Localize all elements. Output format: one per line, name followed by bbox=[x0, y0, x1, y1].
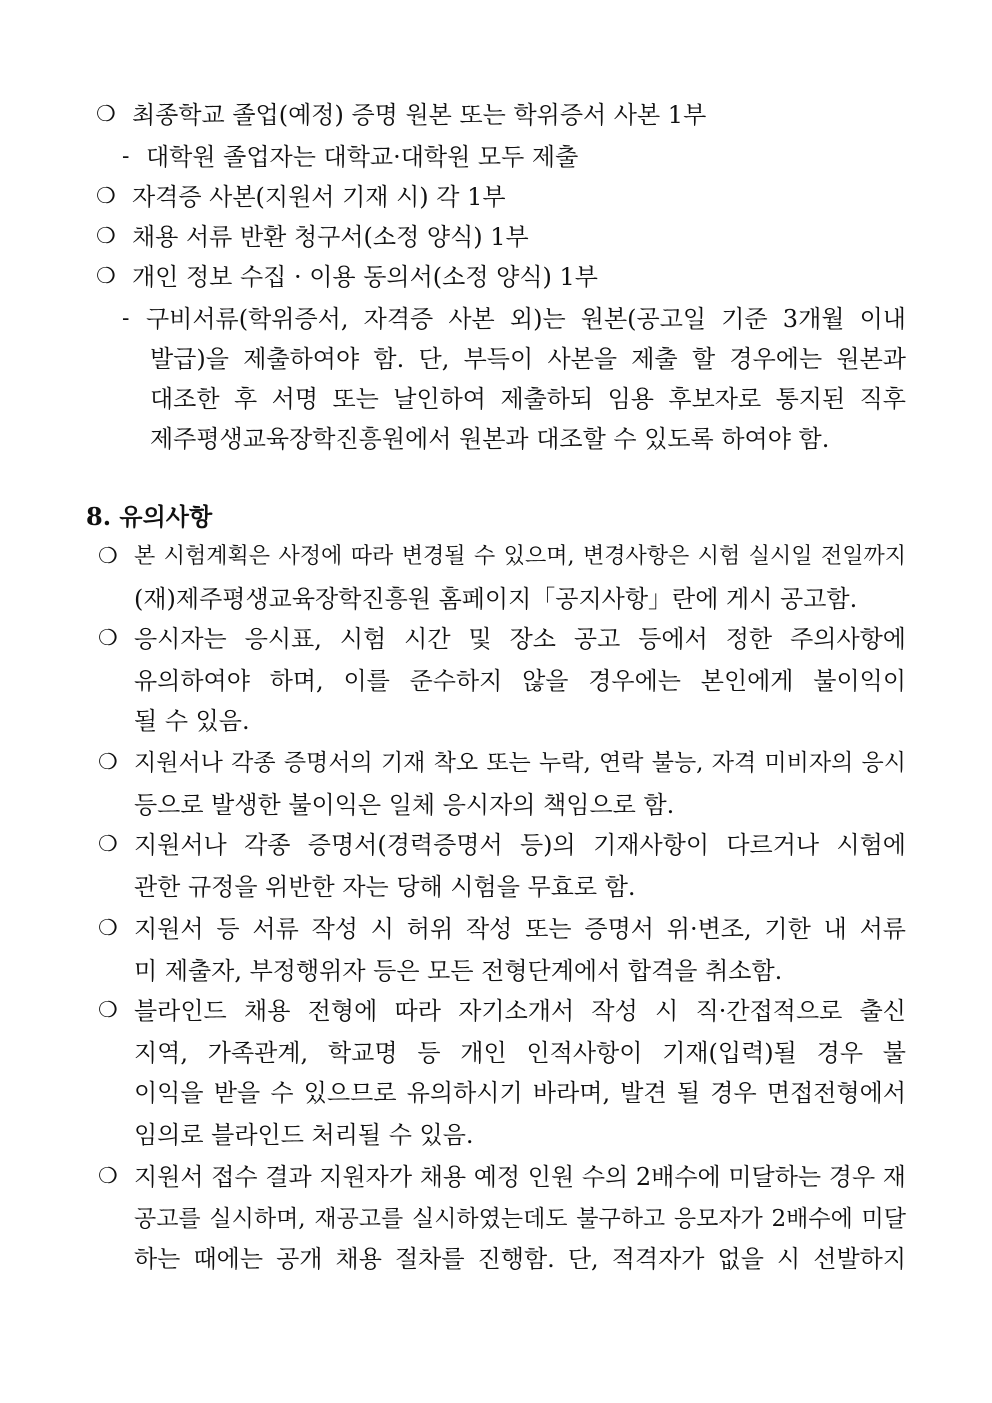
list-item: 개인 정보 수집 · 이용 동의서(소정 양식) 1부 bbox=[132, 263, 598, 291]
note-line: 발급)을 제출하여야 함. 단, 부득이 사본을 제출 할 경우에는 원본과 bbox=[150, 345, 906, 373]
note-line: 구비서류(학위증서, 자격증 사본 외)는 원본(공고일 기준 3개월 이내 bbox=[146, 305, 906, 333]
notice-item-line: 하는 때에는 공개 채용 절차를 진행함. 단, 적격자가 없을 시 선발하지 bbox=[134, 1245, 906, 1273]
note-line: 제주평생교육장학진흥원에서 원본과 대조할 수 있도록 하여야 함. bbox=[150, 425, 830, 453]
notice-item-line: 본 시험계획은 사정에 따라 변경될 수 있으며, 변경사항은 시험 실시일 전일까지 bbox=[134, 544, 906, 569]
hollow-circle-bullet-icon: ❍ bbox=[96, 184, 116, 209]
notice-item-line: 될 수 있음. bbox=[134, 707, 250, 735]
list-item: 채용 서류 반환 청구서(소정 양식) 1부 bbox=[132, 223, 529, 251]
shadow-circle-bullet-icon: ❍ bbox=[98, 544, 118, 569]
shadow-circle-bullet-icon: ❍ bbox=[98, 1164, 118, 1189]
dash-bullet-icon: - bbox=[122, 144, 130, 169]
note-line: 대조한 후 서명 또는 날인하여 제출하되 임용 후보자로 통지된 직후 bbox=[150, 385, 906, 413]
notice-item-line: 지역, 가족관계, 학교명 등 개인 인적사항이 기재(입력)될 경우 불 bbox=[134, 1039, 906, 1067]
notice-item-line: (재)제주평생교육장학진흥원 홈페이지「공지사항」란에 게시 공고함. bbox=[134, 585, 858, 613]
shadow-circle-bullet-icon: ❍ bbox=[98, 998, 118, 1023]
hollow-circle-bullet-icon: ❍ bbox=[96, 264, 116, 289]
notice-item-line: 응시자는 응시표, 시험 시간 및 장소 공고 등에서 정한 주의사항에 bbox=[134, 625, 906, 653]
notice-item-line: 유의하여야 하며, 이를 준수하지 않을 경우에는 본인에게 불이익이 bbox=[134, 667, 906, 695]
list-item-sub: 대학원 졸업자는 대학교·대학원 모두 제출 bbox=[146, 143, 579, 171]
notice-item-line: 블라인드 채용 전형에 따라 자기소개서 작성 시 직·간접적으로 출신 bbox=[134, 997, 906, 1025]
notice-item-line: 등으로 발생한 불이익은 일체 응시자의 책임으로 함. bbox=[134, 791, 675, 819]
section-heading: 8. 유의사항 bbox=[86, 502, 213, 531]
shadow-circle-bullet-icon: ❍ bbox=[98, 750, 118, 775]
notice-item-line: 지원서나 각종 증명서(경력증명서 등)의 기재사항이 다르거나 시험에 bbox=[134, 831, 906, 859]
notice-item-line: 미 제출자, 부정행위자 등은 모든 전형단계에서 합격을 취소함. bbox=[134, 957, 783, 985]
shadow-circle-bullet-icon: ❍ bbox=[98, 916, 118, 941]
notice-item-line: 공고를 실시하며, 재공고를 실시하였는데도 불구하고 응모자가 2배수에 미달 bbox=[134, 1206, 906, 1232]
notice-item-line: 관한 규정을 위반한 자는 당해 시험을 무효로 함. bbox=[134, 873, 636, 901]
notice-item-line: 이익을 받을 수 있으므로 유의하시기 바라며, 발견 될 경우 면접전형에서 bbox=[134, 1079, 906, 1107]
shadow-circle-bullet-icon: ❍ bbox=[98, 626, 118, 651]
notice-item-line: 임의로 블라인드 처리될 수 있음. bbox=[134, 1121, 474, 1149]
notice-item-line: 지원서 접수 결과 지원자가 채용 예정 인원 수의 2배수에 미달하는 경우 재 bbox=[134, 1163, 906, 1191]
shadow-circle-bullet-icon: ❍ bbox=[98, 832, 118, 857]
hollow-circle-bullet-icon: ❍ bbox=[96, 102, 116, 127]
shadow-circle-bullet-icon: ❍ bbox=[96, 224, 116, 249]
list-item: 자격증 사본(지원서 기재 시) 각 1부 bbox=[132, 183, 506, 211]
list-item: 최종학교 졸업(예정) 증명 원본 또는 학위증서 사본 1부 bbox=[132, 101, 707, 129]
notice-item-line: 지원서 등 서류 작성 시 허위 작성 또는 증명서 위·변조, 기한 내 서류 bbox=[134, 915, 906, 943]
dash-bullet-icon: - bbox=[122, 306, 130, 331]
notice-item-line: 지원서나 각종 증명서의 기재 착오 또는 누락, 연락 불능, 자격 미비자의 응시 bbox=[134, 750, 906, 776]
